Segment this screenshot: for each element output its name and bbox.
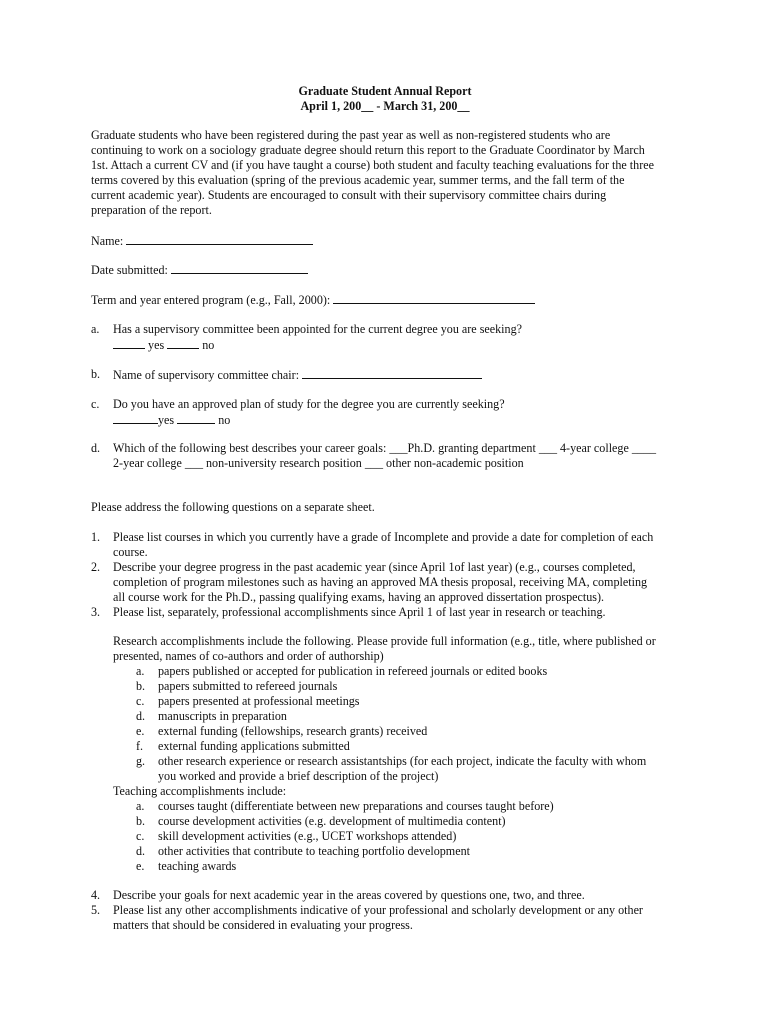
question-b-letter: b. xyxy=(91,367,101,381)
teaching-item-text: skill development activities (e.g., UCET workshops attended) xyxy=(158,829,457,843)
teaching-item-text: teaching awards xyxy=(158,859,237,873)
intro-line: terms covered by this evaluation (spring of the previous academic year, summer terms, and the fall term of the xyxy=(91,173,625,187)
intro-line: Graduate students who have been registered during the past year as well as non-registered students who are xyxy=(91,128,611,142)
research-item-letter: c. xyxy=(136,694,145,708)
separate-sheet-note: Please address the following questions on a separate sheet. xyxy=(91,500,375,514)
research-item-text: papers submitted to refereed journals xyxy=(158,679,338,693)
question-2-line: Describe your degree progress in the past academic year (since April 1of last year) (e.g., courses completed, xyxy=(113,560,636,574)
question-1-line: Please list courses in which you currently have a grade of Incomplete and provide a date for completion of each xyxy=(113,530,654,544)
teaching-heading: Teaching accomplishments include: xyxy=(113,784,287,798)
question-c-letter: c. xyxy=(91,397,100,411)
intro-line: current academic year). Students are encouraged to consult with their supervisory committee chairs during xyxy=(91,188,607,202)
question-c-yes-label: yes xyxy=(158,413,175,427)
research-item-letter: e. xyxy=(136,724,145,738)
name-label: Name: xyxy=(91,234,124,248)
question-c-options xyxy=(113,412,230,428)
research-item-letter: g. xyxy=(136,754,146,768)
research-item-text: external funding (fellowships, research grants) received xyxy=(158,724,428,738)
question-3-number: 3. xyxy=(91,605,101,619)
teaching-item-text: courses taught (differentiate between new preparations and courses taught before) xyxy=(158,799,554,813)
question-1-line: course. xyxy=(113,545,148,559)
question-a-no-label: no xyxy=(202,338,215,352)
teaching-item-letter: e. xyxy=(136,859,145,873)
research-item-text: papers presented at professional meetings xyxy=(158,694,360,708)
question-c-yes-blank[interactable] xyxy=(113,412,158,424)
teaching-item-text: other activities that contribute to teaching portfolio development xyxy=(158,844,470,858)
question-b-text: Name of supervisory committee chair: xyxy=(113,368,300,382)
term-label: Term and year entered program (e.g., Fall, 2000): xyxy=(91,293,331,307)
question-c-no-blank[interactable] xyxy=(177,412,215,424)
intro-line: continuing to work on a sociology graduate degree should return this report to the Graduate Coordinator by March xyxy=(91,143,645,157)
question-a-no-blank[interactable] xyxy=(167,337,199,349)
term-entered-field[interactable] xyxy=(333,292,535,304)
research-item-text: papers published or accepted for publication in refereed journals or edited books xyxy=(158,664,548,678)
research-intro-line: presented, names of co-authors and order of authorship) xyxy=(113,649,384,663)
question-5-number: 5. xyxy=(91,903,101,917)
question-a-options xyxy=(113,337,214,353)
name-field[interactable] xyxy=(126,233,313,245)
question-a-text: Has a supervisory committee been appointed for the current degree you are seeking? xyxy=(113,322,523,336)
teaching-item-letter: a. xyxy=(136,799,145,813)
question-a-yes-blank[interactable] xyxy=(113,337,145,349)
research-item-letter: b. xyxy=(136,679,146,693)
question-b-row xyxy=(113,367,482,383)
question-2-number: 2. xyxy=(91,560,101,574)
intro-line: 1st. Attach a current CV and (if you have taught a course) both student and faculty teaching evaluations for the three xyxy=(91,158,654,172)
teaching-item-text: course development activities (e.g. development of multimedia content) xyxy=(158,814,506,828)
intro-paragraph xyxy=(91,128,691,218)
question-c-text: Do you have an approved plan of study for the degree you are currently seeking? xyxy=(113,397,505,411)
research-intro-line: Research accomplishments include the following. Please provide full information (e.g., title, where published or xyxy=(113,634,656,648)
intro-line: preparation of the report. xyxy=(91,203,212,217)
question-1-number: 1. xyxy=(91,530,101,544)
question-4-number: 4. xyxy=(91,888,101,902)
term-row xyxy=(91,292,535,308)
research-item-letter: a. xyxy=(136,664,145,678)
date-label: Date submitted: xyxy=(91,263,168,277)
name-row xyxy=(91,233,313,249)
question-d-letter: d. xyxy=(91,441,101,455)
question-2-line: completion of program milestones such as having an approved MA thesis proposal, receiving MA, completing xyxy=(113,575,648,589)
teaching-item-letter: c. xyxy=(136,829,145,843)
teaching-item-letter: d. xyxy=(136,844,146,858)
committee-chair-field[interactable] xyxy=(302,367,482,379)
research-item-letter: d. xyxy=(136,709,146,723)
research-item-text: external funding applications submitted xyxy=(158,739,350,753)
question-2-line: all course work for the Ph.D., passing qualifying exams, having an approved dissertation prospectus). xyxy=(113,590,605,604)
question-4-line: Describe your goals for next academic year in the areas covered by questions one, two, and three. xyxy=(113,888,585,902)
research-item-continuation: you worked and provide a brief description of the project) xyxy=(158,769,439,783)
date-row xyxy=(91,262,308,278)
question-a-yes-label: yes xyxy=(148,338,165,352)
teaching-item-letter: b. xyxy=(136,814,146,828)
document-subtitle: April 1, 200__ - March 31, 200__ xyxy=(300,99,470,113)
research-item-letter: f. xyxy=(136,739,144,753)
question-5-line: Please list any other accomplishments indicative of your professional and scholarly development or any other xyxy=(113,903,643,917)
question-a-letter: a. xyxy=(91,322,100,336)
question-5-line: matters that should be considered in evaluating your progress. xyxy=(113,918,413,932)
question-c-no-label: no xyxy=(218,413,231,427)
document-title: Graduate Student Annual Report xyxy=(298,84,472,98)
date-submitted-field[interactable] xyxy=(171,262,308,274)
research-item-text: other research experience or research assistantships (for each project, indicate the faculty with whom xyxy=(158,754,647,768)
question-d-line: 2-year college ___ non-university research position ___ other non-academic position xyxy=(113,456,524,470)
question-3-line: Please list, separately, professional accomplishments since April 1 of last year in research or teaching. xyxy=(113,605,606,619)
research-item-text: manuscripts in preparation xyxy=(158,709,287,723)
question-d-line: Which of the following best describes your career goals: ___Ph.D. granting department ___ 4-year college ____ xyxy=(113,441,657,455)
